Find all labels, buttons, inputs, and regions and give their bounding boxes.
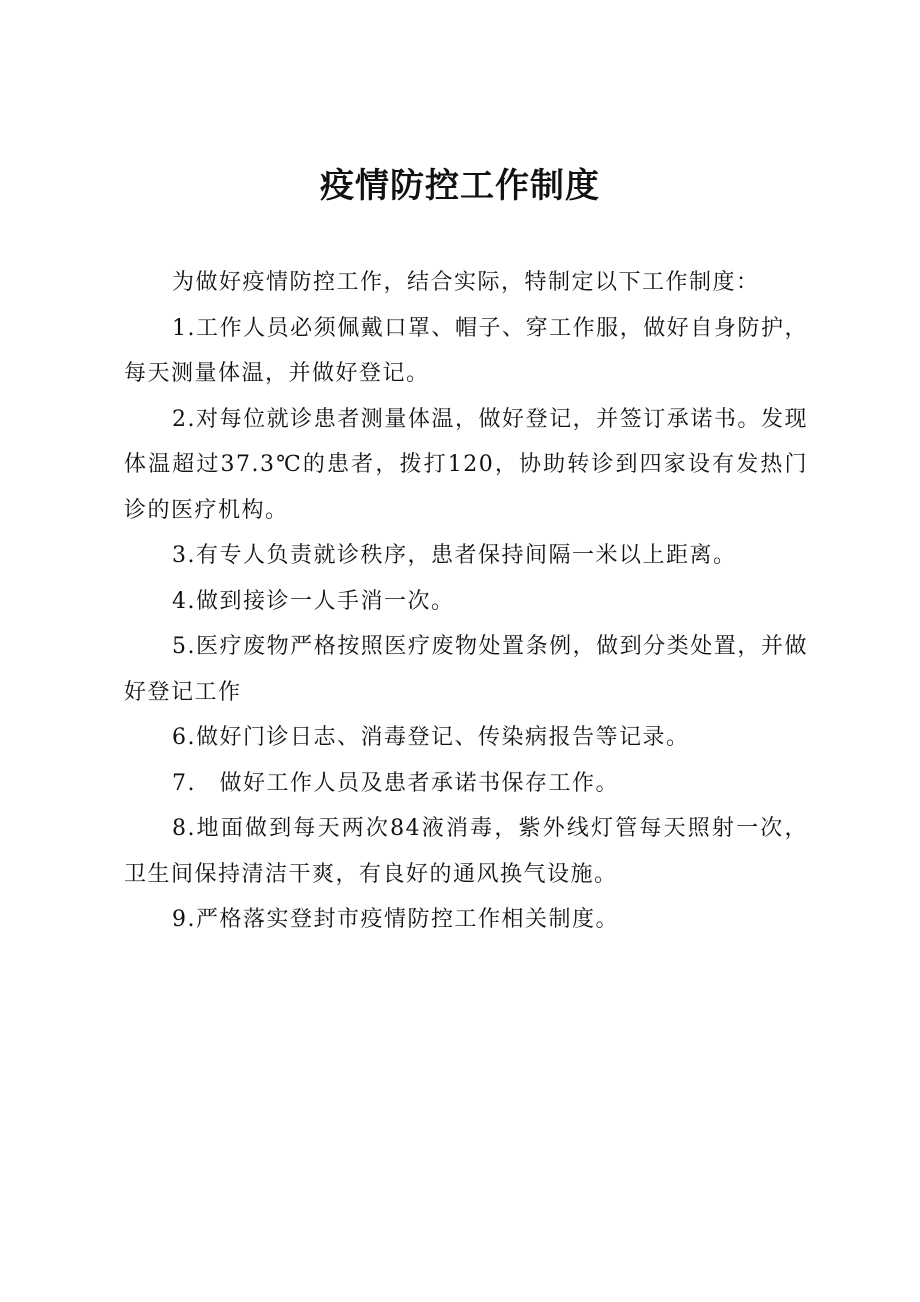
rule-item-8: 8.地面做到每天两次84液消毒，紫外线灯管每天照射一次，卫生间保持清洁干爽，有良好的通风换气设施。: [124, 816, 808, 887]
rule-item-9: 9.严格落实登封市疫情防控工作相关制度。: [172, 907, 619, 932]
rule-item-3: 3.有专人负责就诊秩序，患者保持间隔一米以上距离。: [172, 543, 737, 568]
document-body: [124, 260, 808, 943]
rule-item-2: 2.对每位就诊患者测量体温，做好登记，并签订承诺书。发现体温超过37.3℃的患者，拨打120，协助转诊到四家设有发热门诊的医疗机构。: [124, 406, 808, 523]
document-title: 疫情防控工作制度: [320, 166, 600, 206]
rule-item-4: 4.做到接诊一人手消一次。: [172, 588, 455, 614]
intro-paragraph: 为做好疫情防控工作，结合实际，特制定以下工作制度：: [172, 270, 760, 295]
rule-item-1: 1.工作人员必须佩戴口罩、帽子、穿工作服，做好自身防护，每天测量体温，并做好登记。: [124, 315, 808, 386]
rule-item-7: 7. 做好工作人员及患者承诺书保存工作。: [172, 770, 619, 796]
rule-item-6: 6.做好门诊日志、消毒登记、传染病报告等记录。: [172, 725, 690, 750]
rule-item-5: 5.医疗废物严格按照医疗废物处置条例，做到分类处置，并做好登记工作: [124, 634, 808, 705]
